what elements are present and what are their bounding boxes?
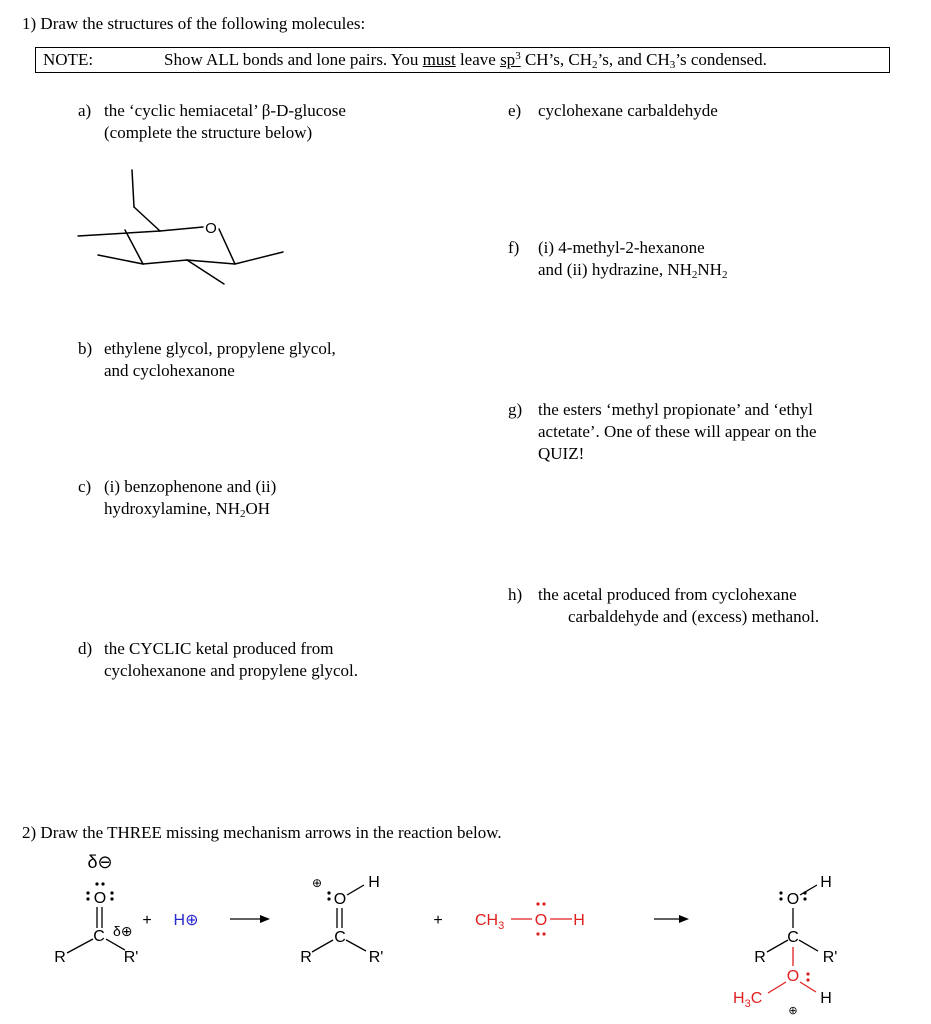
reaction-arrow-1: [230, 915, 270, 923]
q2-title: 2) Draw the THREE missing mechanism arrows in the reaction below.: [22, 823, 502, 842]
ketone-molecule: [54, 852, 138, 966]
product-carbon: C: [787, 929, 799, 946]
ketone-carbon: C: [93, 928, 105, 945]
delta-plus: δ⊕: [113, 923, 133, 939]
proton: H⊕: [173, 912, 199, 929]
oxonium-hydrogen: H: [368, 874, 380, 891]
question-h: h) the acetal produced from cyclohexane carbaldehyde and (excess) methanol.: [508, 585, 820, 626]
methanol-oxygen: O: [534, 912, 548, 929]
question-g-label: g): [508, 400, 523, 419]
delta-minus: δ⊖: [87, 852, 113, 872]
plus-sign-2: +: [433, 912, 443, 929]
plus-sign-1: +: [142, 912, 152, 929]
protonated-carbonyl: [300, 874, 383, 966]
product-r-prime: R': [822, 949, 838, 966]
product-hydrogen-top: H: [820, 874, 832, 891]
question-e: e) cyclohexane carbaldehyde: [508, 101, 718, 120]
methanol-ch3: $CH_3$: [475, 912, 505, 932]
product-oxonium-charge: ⊕: [788, 1005, 798, 1017]
product-r: R: [754, 949, 766, 966]
ketone-r-prime: R': [123, 949, 139, 966]
question-c-label: c): [78, 477, 92, 496]
protonated-hemiacetal: [733, 874, 837, 1017]
oxonium-oxygen: O: [333, 891, 347, 908]
question-f: f) (i) 4-methyl-2-hexanone and (ii) hydrazine, $NH_2NH_2$: [508, 238, 728, 281]
ketone-r: R: [54, 949, 66, 966]
question-g: g) the esters ‘methyl propionate’ and ‘ethyl actetate’. One of these will appear on the QUIZ!: [508, 400, 817, 463]
question-c: c) (i) benzophenone and (ii) hydroxylamine, $NH_2OH$: [78, 477, 277, 520]
methanol-hydrogen: H: [573, 912, 585, 929]
reaction-arrow-2: [654, 915, 689, 923]
methanol: [475, 902, 585, 935]
q1-title: 1) Draw the structures of the following molecules:: [22, 14, 366, 33]
question-f-label: f): [508, 238, 520, 257]
question-d: d) the CYCLIC ketal produced from cyclohexanone and propylene glycol.: [78, 639, 358, 680]
question-b: b) ethylene glycol, propylene glycol, and cyclohexanone: [78, 339, 336, 380]
oxonium-charge: ⊕: [311, 876, 323, 890]
ring-oxygen-label: O: [205, 220, 217, 237]
question-h-label: h): [508, 585, 523, 604]
question-a: a) the ‘cyclic hemiacetal’ β-D-glucose (complete the structure below): [78, 101, 346, 142]
question-a-label: a): [78, 101, 92, 120]
ketone-oxygen: O: [93, 890, 107, 907]
product-h3c: $H_3C$: [733, 990, 763, 1010]
product-oxygen-bottom: O: [786, 968, 800, 985]
carbonyl-r-2: R: [300, 949, 312, 966]
carbonyl-r-prime-2: R': [368, 949, 384, 966]
product-hydrogen-bottom: H: [820, 990, 832, 1007]
question-d-label: d): [78, 639, 93, 658]
product-oxygen-top: O: [786, 891, 800, 908]
note-text: Show ALL bonds and lone pairs. You must leave $sp^3$ CH’s, $CH_2’s$, and $CH_3’s$ condensed.: [164, 50, 767, 71]
note-label: NOTE:: [43, 50, 94, 69]
question-b-label: b): [78, 339, 93, 358]
question-e-label: e): [508, 101, 522, 120]
carbonyl-carbon-2: C: [334, 929, 346, 946]
